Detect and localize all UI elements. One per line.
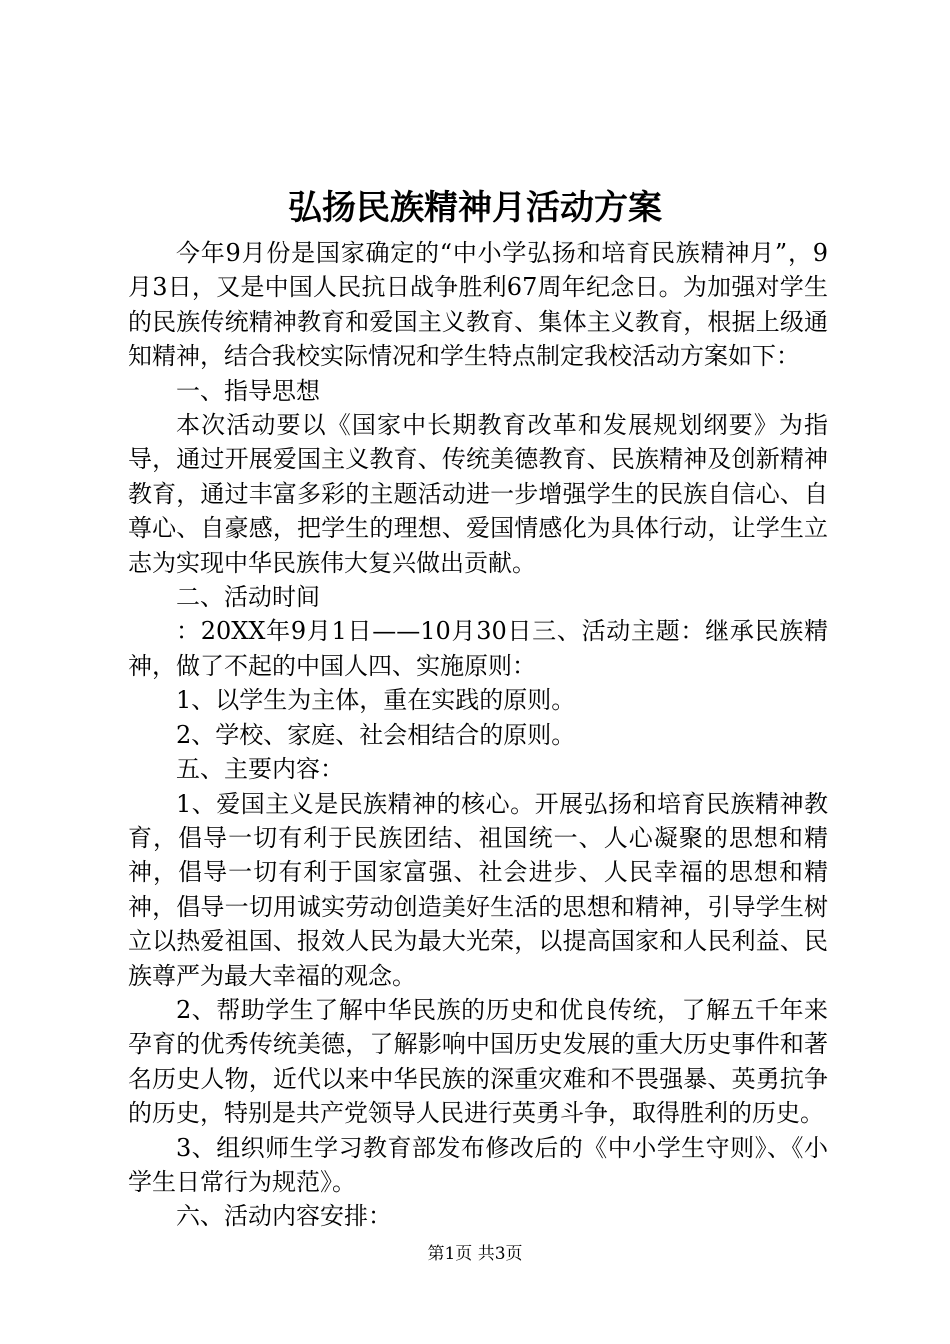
document-body xyxy=(128,236,828,1234)
principle-item: 2、学校、家庭、社会相结合的原则。 xyxy=(176,720,576,749)
content-item: 3、组织师生学习教育部发布修改后的《中小学生守则》、《小学生日常行为规范》。 xyxy=(128,1133,828,1196)
content-item: 1、爱国主义是民族精神的核心。开展弘扬和培育民族精神教育，倡导一切有利于民族团结、祖国统一、人心凝聚的思想和精神，倡导一切有利于国家富强、社会进步、人民幸福的思想和精神，倡导一切用诚实劳动创造美好生活的思想和精神，引导学生树立以热爱祖国、报效人民为最大光荣，以提高国家和人民利益、民族尊严为最大幸福的观念。 xyxy=(128,789,828,990)
page-number-footer: 第1页 共3页 xyxy=(427,1244,523,1264)
activity-time-paragraph: ：20XX年9月1日——10月30日三、活动主题：继承民族精神，做了不起的中国人四、实施原则： xyxy=(128,617,828,680)
section-heading-activity-time: 二、活动时间 xyxy=(176,583,320,612)
guiding-ideology-paragraph: 本次活动要以《国家中长期教育改革和发展规划纲要》为指导，通过开展爱国主义教育、传统美德教育、民族精神及创新精神教育，通过丰富多彩的主题活动进一步增强学生的民族自信心、自尊心、自豪感，把学生的理想、爱国情感化为具体行动，让学生立志为实现中华民族伟大复兴做出贡献。 xyxy=(128,411,828,577)
intro-paragraph: 今年9月份是国家确定的“中小学弘扬和培育民族精神月”，9月3日，又是中国人民抗日战争胜利67周年纪念日。为加强对学生的民族传统精神教育和爱国主义教育、集体主义教育，根据上级通知精神，结合我校实际情况和学生特点制定我校活动方案如下： xyxy=(128,239,828,371)
section-heading-guiding-ideology: 一、指导思想 xyxy=(176,376,320,405)
section-heading-arrangement: 六、活动内容安排： xyxy=(176,1202,392,1231)
section-heading-main-content: 五、主要内容： xyxy=(176,755,344,784)
document-title: 弘扬民族精神月活动方案 xyxy=(288,188,662,228)
principle-item: 1、以学生为主体，重在实践的原则。 xyxy=(176,686,576,715)
content-item: 2、帮助学生了解中华民族的历史和优良传统，了解五千年来孕育的优秀传统美德，了解影响中国历史发展的重大历史事件和著名历史人物，近代以来中华民族的深重灾难和不畏强暴、英勇抗争的历史，特别是共产党领导人民进行英勇斗争，取得胜利的历史。 xyxy=(128,995,828,1128)
